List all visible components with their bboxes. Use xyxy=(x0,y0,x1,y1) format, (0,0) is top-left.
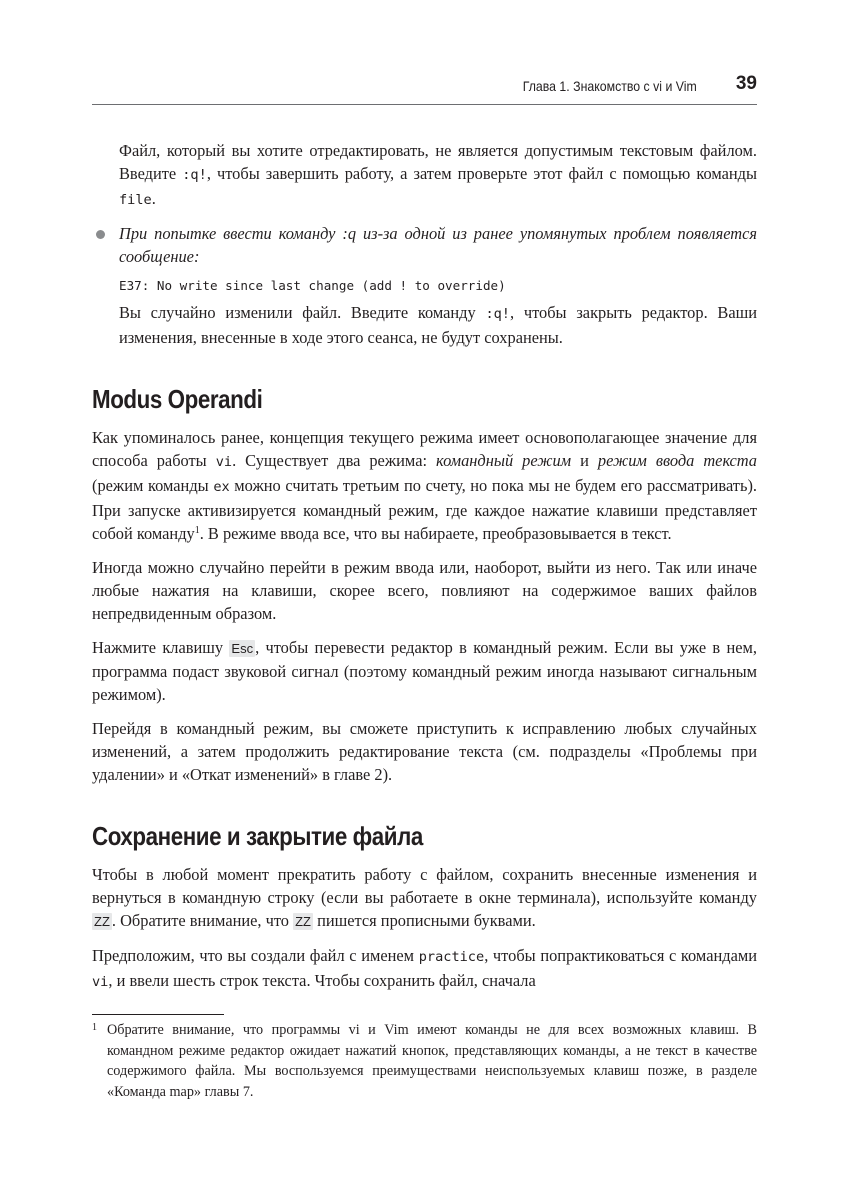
paragraph: Иногда можно случайно перейти в режим ввода или, наоборот, выйти из него. Так или иначе любые нажатия на клавиши, скорее всего, повлияют на содержимое ваших файлов непредвиденным образом. xyxy=(92,558,757,623)
inline-code: file xyxy=(119,192,152,208)
code-block: E37: No write since last change (add ! to override) xyxy=(119,278,506,293)
footnote-text: Обратите внимание, что программы vi и Vim имеют команды не для всех возможных клавиш. В командном режиме редактор ожидает нажатий кнопок, представляющих команды, а не текст в качестве содержимого файла. Мы воспользуемся преимуществами неиспользуемых клавиш позже, в разделе «Команда map» главы 7. xyxy=(107,1022,757,1100)
inline-code: :q! xyxy=(485,306,510,322)
zz-key-label: ZZ xyxy=(295,914,311,929)
inline-code: vi xyxy=(92,974,109,990)
paragraph: Как упоминалось ранее, концепция текущего режима имеет основополагающее значение для способа работы vi. Существует два режима: командный режим и режим ввода текста (режим команды ex можно считать третьим по счету, но пока мы не будем его рассматривать). При запуске активизируется командный режим, где каждое нажатие клавиши представляет собой команду$^1$. В режиме ввода все, что вы набираете, преобразовывается в текст. xyxy=(92,428,758,543)
error-explanation-paragraph-2: Вы случайно изменили файл. Введите команду :q!, чтобы закрыть редактор. Ваши изменения, внесенные в ходе этого сеанса, не будут сохранены. xyxy=(119,303,758,347)
chapter-title: Глава 1. Знакомство с vi и Vim xyxy=(522,78,697,94)
paragraph: Предположим, что вы создали файл с именем practice, чтобы попрактиковаться с командами vi, и ввели шесть строк текста. Чтобы сохранить файл, сначала xyxy=(92,946,758,990)
footnote-divider xyxy=(92,1014,224,1015)
running-head xyxy=(92,74,757,105)
zz-key-label: ZZ xyxy=(94,914,110,929)
list-item xyxy=(92,222,757,268)
page-body xyxy=(92,139,757,994)
page-number: 39 xyxy=(735,73,757,94)
section-heading-save-and-close: Сохранение и закрытие файла xyxy=(92,821,423,851)
error-explanation-paragraph: Файл, который вы хотите отредактировать, не является допустимым текстовым файлом. Введите :q!, чтобы завершить работу, а затем проверьте этот файл с помощью команды file. xyxy=(119,141,757,208)
inline-code: ex xyxy=(213,479,230,495)
footnote xyxy=(92,1020,757,1102)
paragraph: Нажмите клавишу Esc , чтобы перевести редактор в командный режим. Если вы уже в нем, программа подаст звуковой сигнал (поэтому командный режим иногда называют сигнальным режимом). xyxy=(92,638,757,704)
inline-code: :q! xyxy=(182,167,207,183)
bullet-icon xyxy=(96,230,105,239)
footnote-mark: 1 xyxy=(92,1022,97,1033)
footnote-reference: 1 xyxy=(194,525,200,536)
inline-code: practice xyxy=(418,949,485,965)
esc-key-label: Esc xyxy=(231,641,254,656)
bullet-text: При попытке ввести команду :q из-за одной из ранее упомянутых проблем появляется сообщение: xyxy=(119,224,757,266)
paragraph: Чтобы в любой момент прекратить работу с файлом, сохранить внесенные изменения и вернуться в командную строку (если вы работаете в окне терминала), используйте команду ZZ . Обратите внимание, что ZZ пишется прописными буквами. xyxy=(92,865,757,930)
inline-code: vi xyxy=(215,454,233,470)
paragraph: Перейдя в командный режим, вы сможете приступить к исправлению любых случайных изменений, а затем продолжить редактирование текста (см. подразделы «Проблемы при удалении» и «Откат изменений» в главе 2). xyxy=(92,719,757,784)
section-heading-modus-operandi: Modus Operandi xyxy=(92,384,263,414)
